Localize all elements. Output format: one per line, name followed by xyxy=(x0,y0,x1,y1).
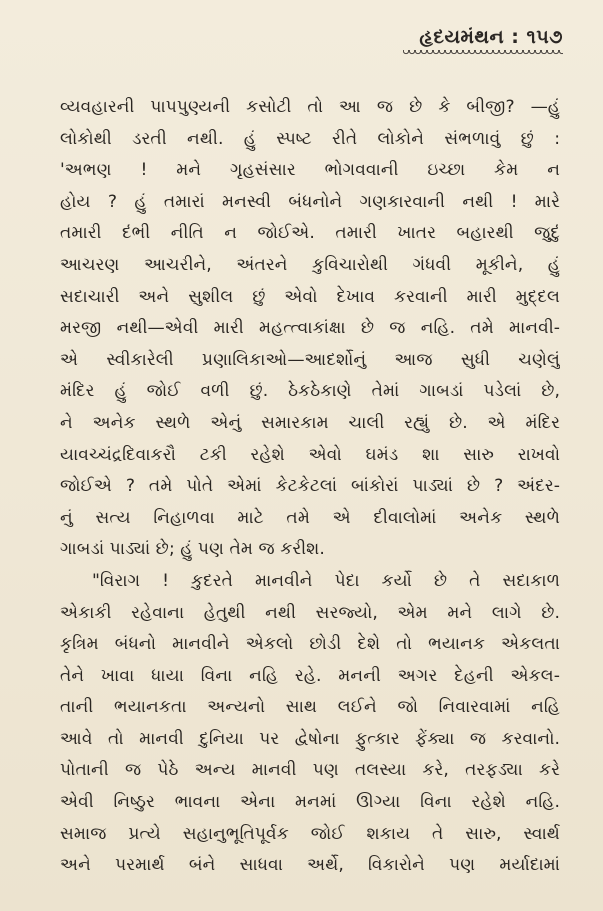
text-line: ગાબડાં પાડ્યાં છે; હું પણ તેમ જ કરીશ. xyxy=(60,539,325,560)
text-line: પોતાની જ પેઠે અન્ય માનવી પણ તલસ્યા કરે, તરફડ્યા કરે xyxy=(60,760,560,781)
text-line: કૃત્રિમ બંધનો માનવીને એકલો છોડી દેશે તો ભયાનક એકલતા xyxy=(60,634,560,655)
text-line: વ્યવહારની પાપપુણ્યની કસોટી તો આ જ છે કે બીજી? —હું xyxy=(60,97,560,117)
paragraph-2 xyxy=(60,566,560,882)
text-line: 'અભણ ! મને ગૃહસંસાર ભોગવવાની ઇચ્છા કેમ ન xyxy=(60,160,560,181)
text-line: આચરણ આચરીને, અંતરને કુવિચારોથી ગંધવી મૂકીને, હું xyxy=(60,254,560,275)
text-line: "વિરાગ ! કુદરતે માનવીને પેદા કર્યો છે તે સદાકાળ xyxy=(92,570,560,591)
text-line: ને અનેક સ્થળે એનું સમારકામ ચાલી રહ્યું છે. એ મંદિર xyxy=(60,412,560,433)
text-line: મરજી નથી—એવી મારી મહત્ત્વાકાંક્ષા છે જ નહિ. તમે માનવી- xyxy=(60,318,560,339)
text-line: મંદિર હું જોઈ વળી છું. ઠેકઠેકાણે તેમાં ગાબડાં પડેલાં છે, xyxy=(60,381,560,402)
text-line: સદાચારી અને સુશીલ છું એવો દેખાવ કરવાની મારી મુદ્દલ xyxy=(60,286,560,307)
text-line: આવે તો માનવી દુનિયા પર દ્વેષોના ફુત્કાર ફેંક્યા જ કરવાનો. xyxy=(60,728,560,749)
body-text xyxy=(60,92,560,882)
text-line: એવી નિષ્ઠુર ભાવના એના મનમાં ઊગ્યા વિના રહેશે નહિ. xyxy=(60,792,560,813)
text-line: સમાજ પ્રત્યે સહાનુભૂતિપૂર્વક જોઈ શકાય તે સારુ, સ્વાર્થ xyxy=(60,823,560,844)
paragraph-1 xyxy=(60,92,560,566)
text-line: એકાકી રહેવાના હેતુથી નથી સરજ્યો, એમ મને લાગે છે. xyxy=(60,602,560,623)
running-head-wavy-rule xyxy=(403,50,563,56)
running-head-title: હૃદયમંથન : ૧૫૭ xyxy=(419,26,563,48)
text-line: એ સ્વીકારેલી પ્રણાલિકાઓ—આદર્શોનું આજ સુધી ચણેલું xyxy=(60,349,560,370)
running-head xyxy=(373,26,563,56)
text-line: તેને ખાવા ધાયા વિના નહિ રહે. મનની અગર દેહની એકલ- xyxy=(60,665,560,686)
text-line: અને પરમાર્થ બંને સાધવા અર્થે, વિકારોને પણ મર્યાદામાં xyxy=(60,855,560,876)
text-line: યાવચ્ચંદ્રદિવાકરૌ ટકી રહેશે એવો ઘમંડ શા સારુ રાખવો xyxy=(60,444,560,465)
text-line: તમારી દંભી નીતિ ન જોઈએ. તમારી ખાતર બહારથી જુદું xyxy=(60,223,560,244)
text-line: જોઈએ ? તમે પોતે એમાં કેટકેટલાં બાંકોરાં પાડ્યાં છે ? અંદર- xyxy=(60,476,560,497)
text-line: લોકોથી ડરતી નથી. હું સ્પષ્ટ રીતે લોકોને સંભળાવું છું : xyxy=(60,128,560,149)
text-line: નું સત્ય નિહાળવા માટે તમે એ દીવાલોમાં અનેક સ્થળે xyxy=(60,507,560,528)
text-line: હોય ? હું તમારાં મનસ્વી બંધનોને ગણકારવાની નથી ! મારે xyxy=(60,191,560,212)
text-line: તાની ભયાનકતા અન્યનો સાથ લઈને જો નિવારવામાં નહિ xyxy=(60,697,560,718)
